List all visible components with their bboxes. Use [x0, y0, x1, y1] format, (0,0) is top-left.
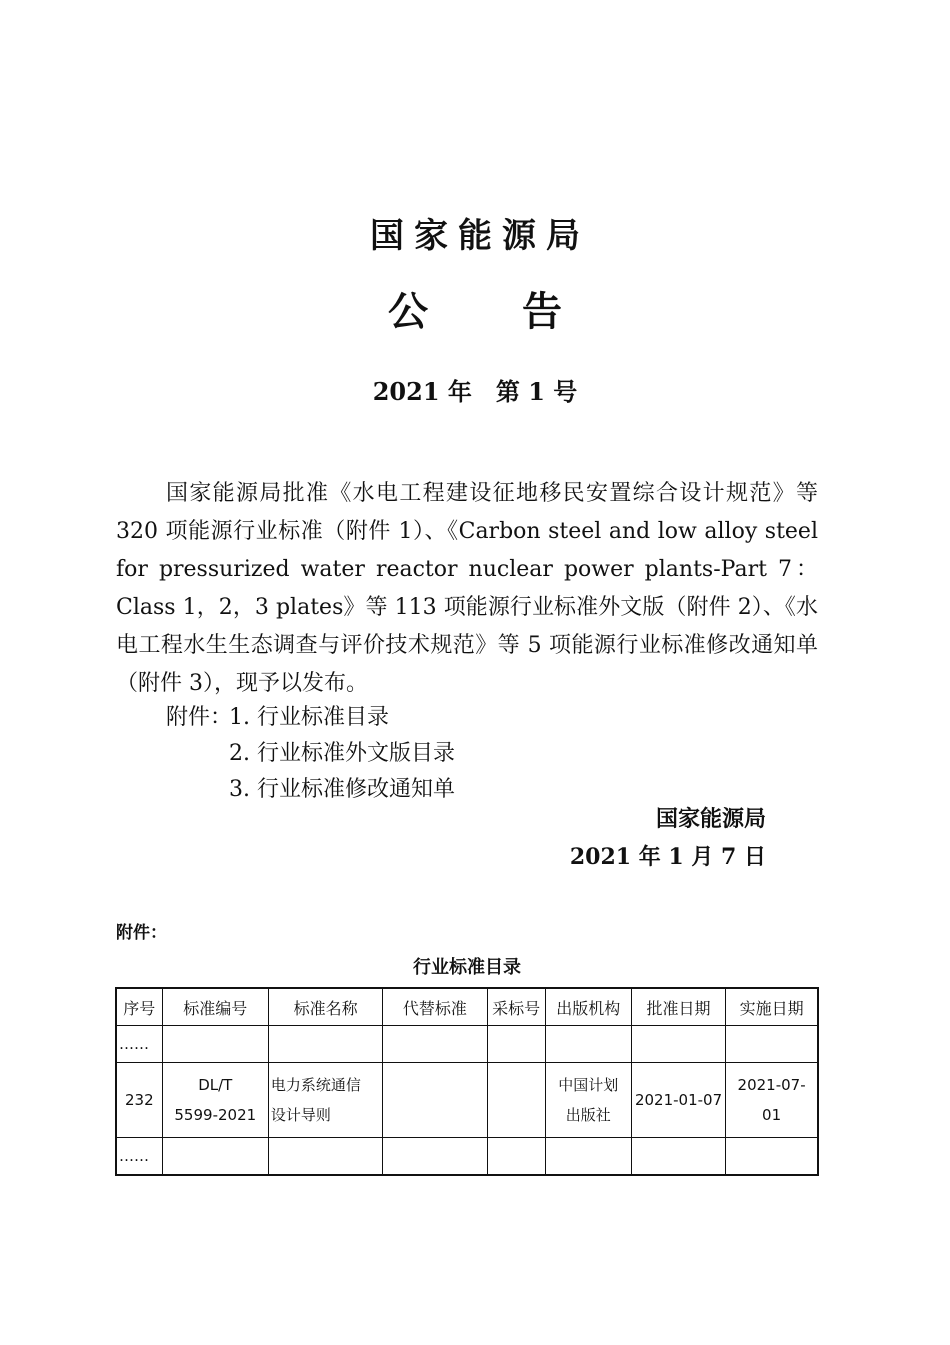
table-row-ellipsis [116, 1026, 818, 1063]
cell-effective-date: 2021-07-01 [726, 1063, 818, 1138]
cell-replace [383, 1063, 487, 1138]
signature-date: 2021 年 1 月 7 日 [569, 844, 766, 870]
empty-cell [383, 1026, 487, 1063]
table-row-ellipsis [116, 1138, 818, 1176]
table-header-row [116, 988, 818, 1026]
empty-cell [545, 1026, 631, 1063]
attachment-item-3: 3. 行业标准修改通知单 [229, 777, 455, 802]
empty-cell [268, 1138, 382, 1176]
announcement-paragraph: 国家能源局批准《水电工程建设征地移民安置综合设计规范》等 320 项能源行业标准（附件 1）、《Carbon steel and low alloy steel for pressurized water reactor nuclear power plants-Part 7：Class 1，2，3 plates》等 113 项能源行业标准外文版（附件 2）、《水电工程水生生态调查与评价技术规范》等 5 项能源行业标准修改通知单（附件 3），现予以发布。 [116, 481, 818, 696]
code-line-2: 5599-2021 [174, 1106, 257, 1124]
issuer-title: 国家能源局 [370, 216, 590, 256]
empty-cell [545, 1138, 631, 1176]
ellipsis-cell: …… [116, 1138, 162, 1176]
col-header-code: 标准编号 [162, 988, 268, 1026]
document-type: 公 告 [388, 289, 602, 335]
table-title: 行业标准目录 [413, 957, 521, 978]
empty-cell [631, 1138, 725, 1176]
cell-publisher [545, 1063, 631, 1138]
name-line-2: 设计导则 [270, 1106, 331, 1124]
empty-cell [726, 1026, 818, 1063]
code-line-1: DL/T [198, 1076, 233, 1094]
empty-cell [268, 1026, 382, 1063]
signature-org: 国家能源局 [655, 807, 766, 832]
attachments-label: 附件： [166, 705, 233, 730]
announcement-number: 2021 年 第 1 号 [372, 377, 578, 406]
standards-table [115, 987, 819, 1176]
col-header-adopt: 采标号 [487, 988, 545, 1026]
col-header-effective-date: 实施日期 [726, 988, 818, 1026]
cell-adopt [487, 1063, 545, 1138]
empty-cell [162, 1138, 268, 1176]
annex-label: 附件： [116, 923, 167, 943]
name-line-1: 电力系统通信 [270, 1076, 361, 1094]
col-header-publisher: 出版机构 [545, 988, 631, 1026]
empty-cell [162, 1026, 268, 1063]
col-header-approve-date: 批准日期 [631, 988, 725, 1026]
table-row [116, 1063, 818, 1138]
ellipsis-cell: …… [116, 1026, 162, 1063]
attachment-item-1: 1. 行业标准目录 [229, 705, 389, 730]
empty-cell [487, 1138, 545, 1176]
publisher-line-2: 出版社 [565, 1106, 611, 1124]
publisher-line-1: 中国计划 [558, 1076, 619, 1094]
cell-name [268, 1063, 382, 1138]
col-header-name: 标准名称 [268, 988, 382, 1026]
cell-approve-date: 2021-01-07 [631, 1063, 725, 1138]
empty-cell [631, 1026, 725, 1063]
col-header-replace: 代替标准 [383, 988, 487, 1026]
cell-code [162, 1063, 268, 1138]
empty-cell [383, 1138, 487, 1176]
col-header-no: 序号 [116, 988, 162, 1026]
cell-no: 232 [116, 1063, 162, 1138]
empty-cell [726, 1138, 818, 1176]
attachment-item-2: 2. 行业标准外文版目录 [229, 741, 455, 766]
empty-cell [487, 1026, 545, 1063]
